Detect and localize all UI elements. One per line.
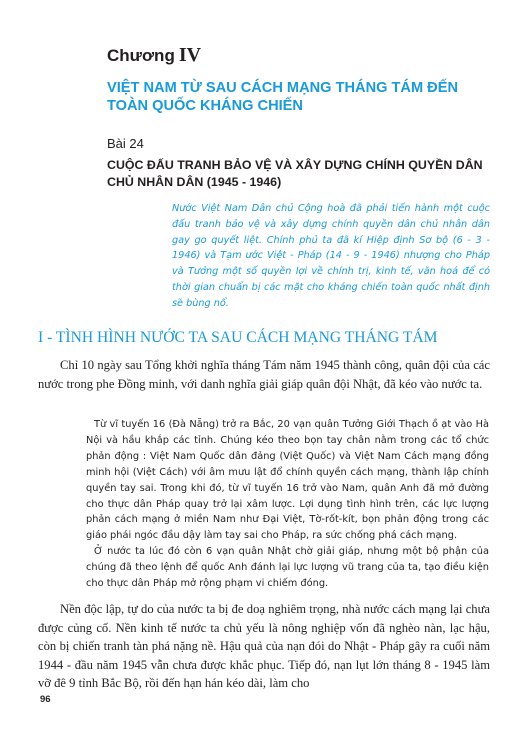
supplementary-reading <box>86 417 489 592</box>
small-print-paragraph-2: Ở nước ta lúc đó còn 6 vạn quân Nhật chờ giải giáp, nhưng một bộ phận của chúng đã theo lệnh để quốc Anh đánh lại lực lượng vũ trang của ta, tạo điều kiện cho thực dân Pháp mở rộng phạm vi chiếm đóng. <box>86 546 489 590</box>
lesson-label: Bài 24 <box>107 136 144 151</box>
chapter-title: VIỆT NAM TỪ SAU CÁCH MẠNG THÁNG TÁM ĐẾN TOÀN QUỐC KHÁNG CHIẾN <box>107 80 458 114</box>
lesson-title: CUỘC ĐẤU TRANH BẢO VỆ VÀ XÂY DỰNG CHÍNH QUYỀN DÂN CHỦ NHÂN DÂN (1945 - 1946) <box>107 158 483 189</box>
small-print-paragraph-1: Từ vĩ tuyến 16 (Đà Nẵng) trở ra Bắc, 20 vạn quân Tưởng Giới Thạch ồ ạt vào Hà Nội và hầu khắp các tỉnh. Chúng kéo theo bọn tay chân nằm trong các tổ chức phản động : Việt Nam Quốc dân đảng (Việt Quốc) và Việt Nam Cách mạng đồng minh hội (Việt Cách) với âm mưu lật đổ chính quyền cách mạng, thành lập chính quyền tay sai. Trong khi đó, từ vĩ tuyến 16 trở vào Nam, quân Anh đã mở đường cho thực dân Pháp quay trở lại xâm lược. Lợi dụng tình hình trên, các lực lượng phản cách mạng ở miền Nam như Đại Việt, Tờ-rốt-kít, bọn phản động trong các giáo phái ngóc đầu dậy làm tay sai cho Pháp, ra sức chống phá cách mạng. <box>86 419 489 542</box>
body-paragraph-1: Chỉ 10 ngày sau Tổng khởi nghĩa tháng Tám năm 1945 thành công, quân đội của các nước trong phe Đồng minh, với danh nghĩa giải giáp quân đội Nhật, đã kéo vào nước ta. <box>38 358 490 391</box>
body-paragraph-2: Nền độc lập, tự do của nước ta bị đe doạ nghiêm trọng, nhà nước cách mạng lại chưa được củng cố. Nền kinh tế nước ta chủ yếu là nông nghiệp vốn đã nghèo nàn, lạc hậu, còn bị chiến tranh tàn phá nặng nề. Hậu quả của nạn đói do Nhật - Pháp gây ra cuối năm 1944 - đầu năm 1945 vẫn chưa được khắc phục. Tiếp đó, nạn lụt lớn tháng 8 - 1945 làm vỡ đê 9 tỉnh Bắc Bộ, rồi đến hạn hán kéo dài, làm cho <box>38 602 490 690</box>
page-number: 96 <box>40 694 51 705</box>
chapter-number: IV <box>178 44 202 66</box>
chapter-label: Chương <box>107 46 175 65</box>
section-heading: I - TÌNH HÌNH NƯỚC TA SAU CÁCH MẠNG THÁNG TÁM <box>38 329 438 346</box>
lesson-intro: Nước Việt Nam Dân chủ Cộng hoà đã phải tiến hành một cuộc đấu tranh bảo vệ và xây dựng chính quyền dân chủ nhân dân gay go quyết liệt. Chính phủ ta đã kí Hiệp định Sơ bộ (6 - 3 - 1946) và Tạm ước Việt - Pháp (14 - 9 - 1946) nhượng cho Pháp và Tưởng một số quyền lợi về chính trị, kinh tế, văn hoá để có thời gian chuẩn bị các mặt cho kháng chiến toàn quốc nhất định sẽ bùng nổ. <box>172 203 490 309</box>
chapter-heading <box>107 44 201 67</box>
